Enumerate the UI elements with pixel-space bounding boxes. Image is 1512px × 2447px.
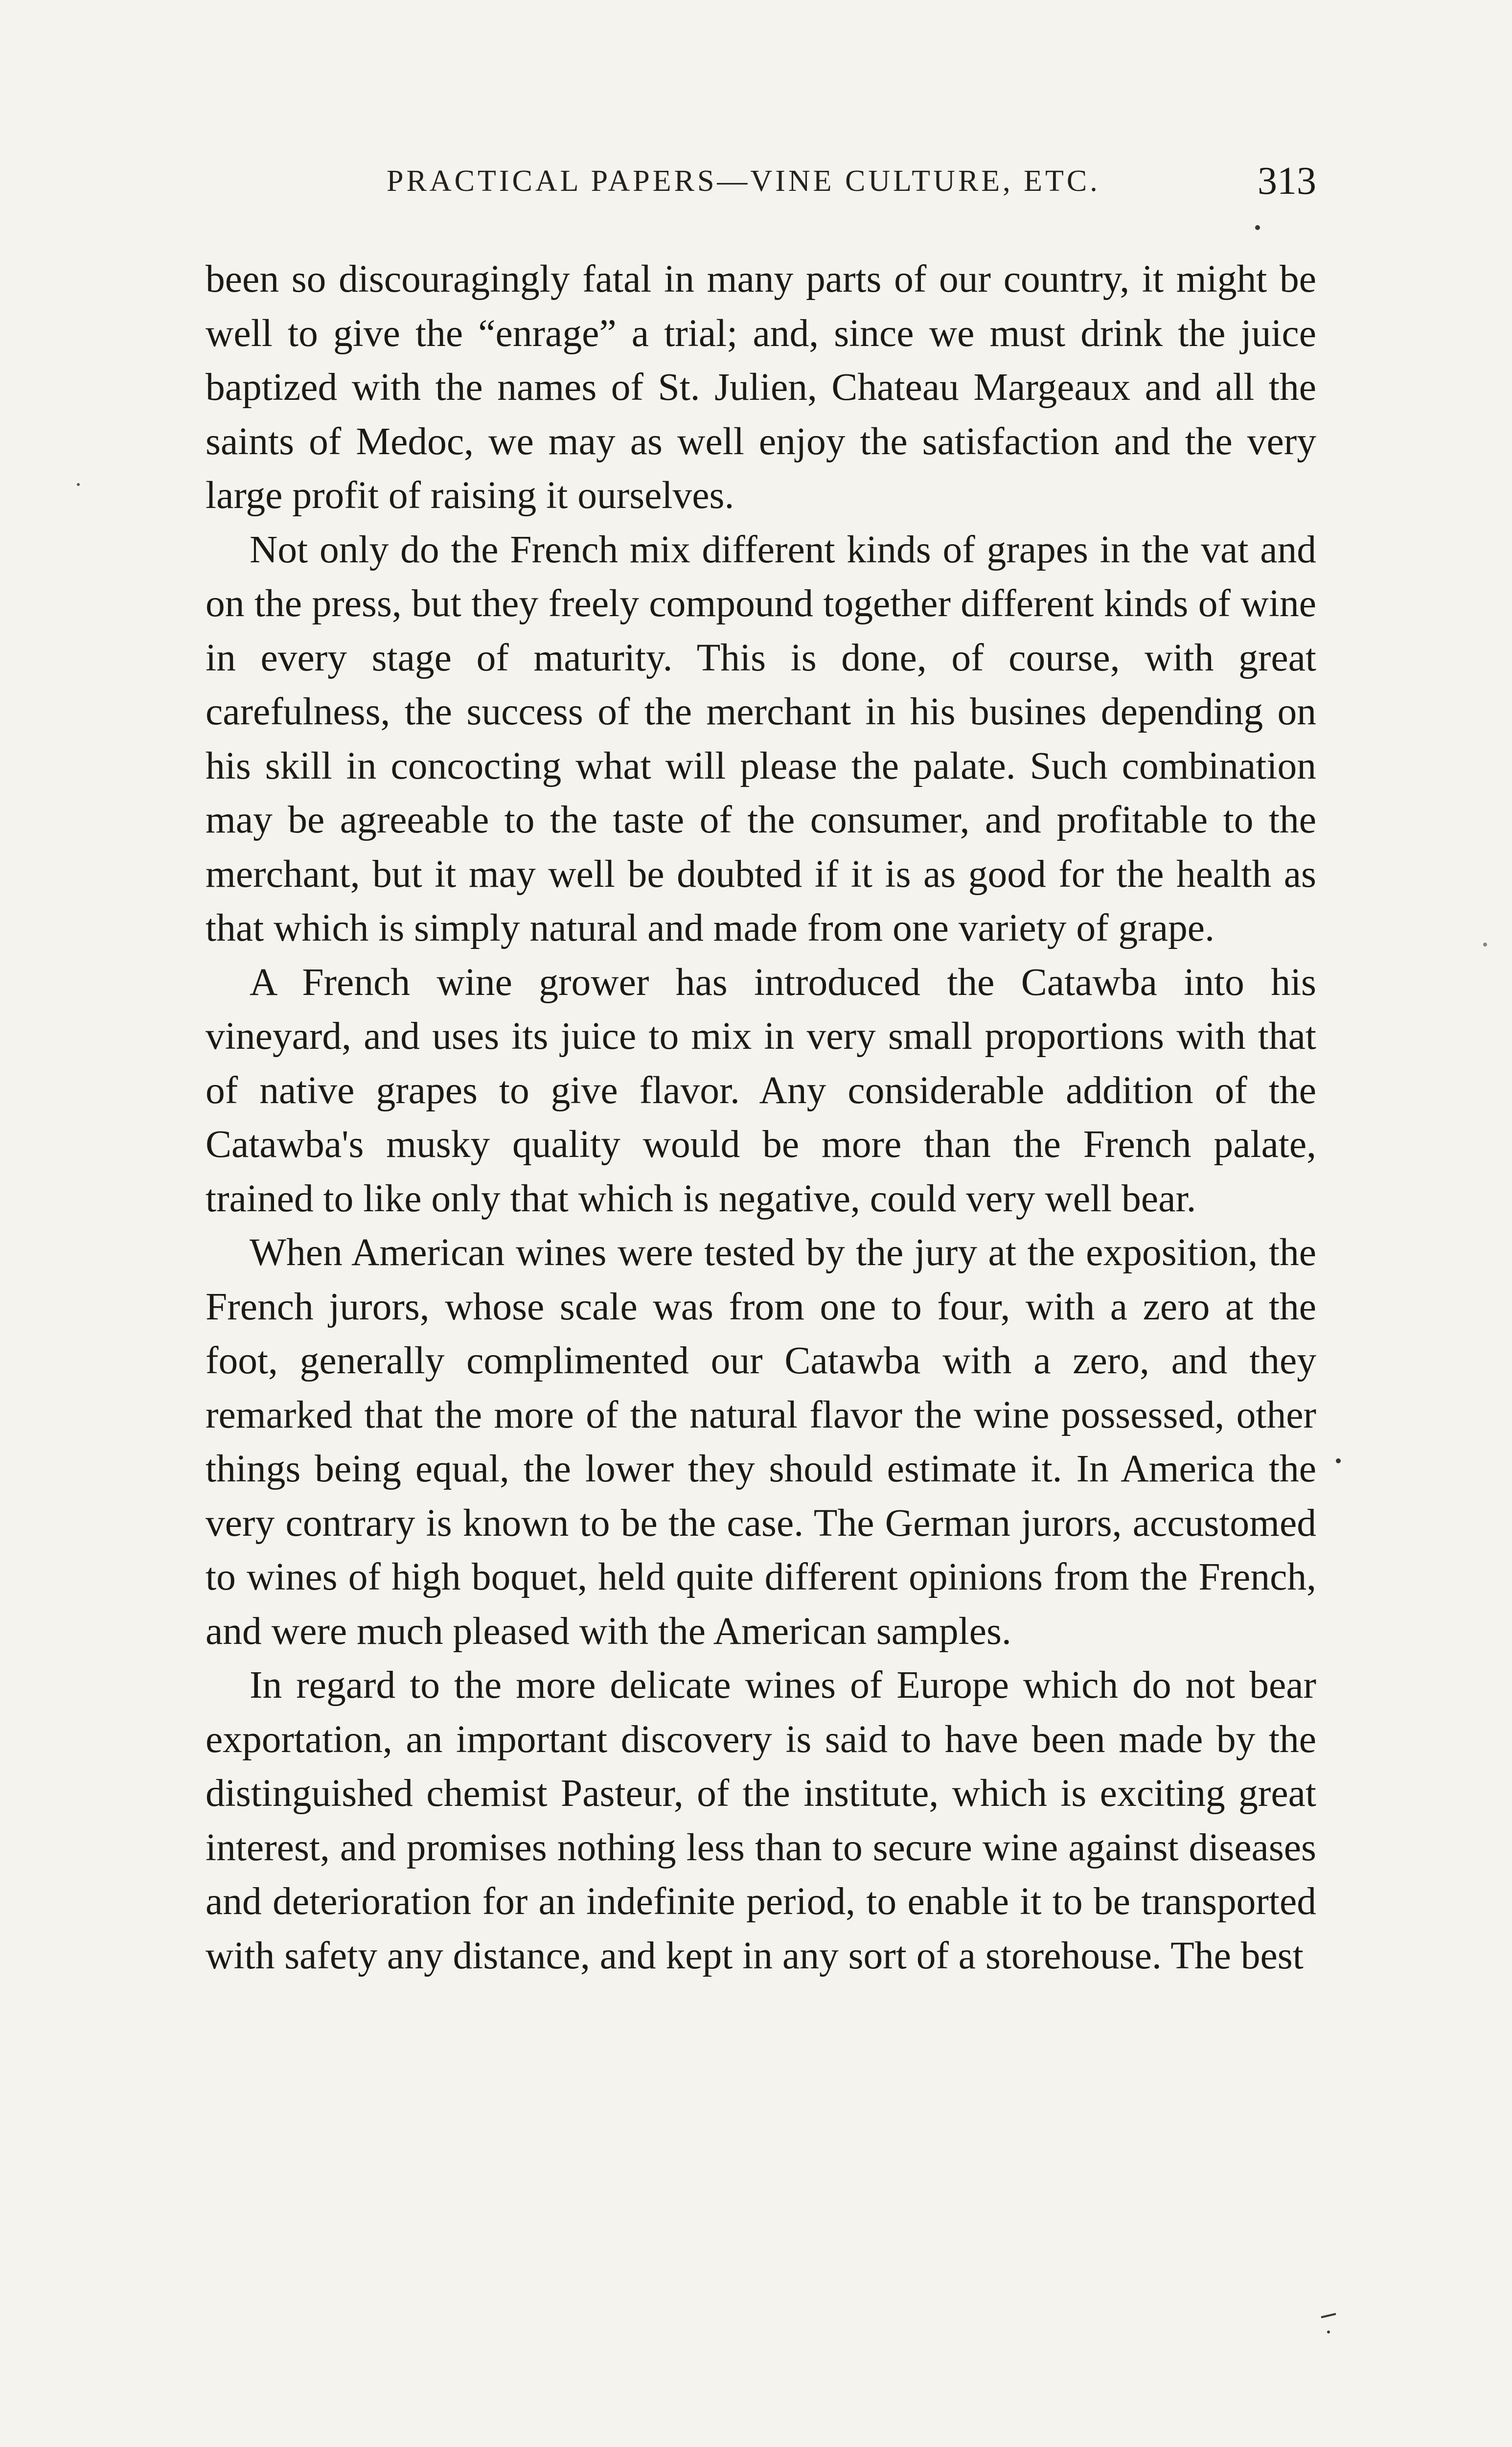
paragraph-pasteur-discovery: In regard to the more delicate wines of Europe which do not bear exportation, an important discovery is said to have been made by the distinguished chemist Pasteur, of the institute, which is exciting great interest, and promises nothing less than to secure wine against diseases and deterioration for an indefinite period, to enable it to be transported with safety any distance, and kept in any sort of a storehouse. The best bbox=[206, 1663, 1316, 1977]
paragraph-catawba-france: A French wine grower has introduced the Catawba into his vineyard, and uses its juice to mix in very small proportions with that of native grapes to give flavor. Any considerable addition of the Catawba's musky quality would be more than the French palate, trained to like only that which is negative, could very well bear. bbox=[206, 960, 1316, 1220]
speck-3 bbox=[1483, 943, 1487, 946]
speck-1 bbox=[1255, 225, 1260, 230]
paragraph-french-blending: Not only do the French mix different kinds of grapes in the vat and on the press, but they freely compound together different kinds of wine in every stage of maturity. This is done, of course, with great carefulness, the success of the merchant in his busines depending on his skill in concocting what will please the palate. Such combination may be agreeable to the taste of the consumer, and profitable to the merchant, but it may well be doubted if it is as good for the health as that which is simply natural and made from one variety of grape. bbox=[206, 528, 1316, 949]
speck-5 bbox=[1321, 2314, 1336, 2317]
running-title: PRACTICAL PAPERS—VINE CULTURE, ETC. bbox=[387, 164, 1100, 198]
speck-6 bbox=[1327, 2331, 1330, 2333]
paragraph-exposition-jury: When American wines were tested by the jury at the exposition, the French jurors, whose scale was from one to four, with a zero at the foot, generally complimented our Catawba with a zero, and they remarked that the more of the natural flavor the wine possessed, other things being equal, the lower they should estimate it. In America the very contrary is known to be the case. The German jurors, accustomed to wines of high boquet, held quite different opinions from the French, and were much pleased with the American samples. bbox=[206, 1231, 1316, 1653]
page-number: 313 bbox=[1258, 160, 1316, 203]
body-text bbox=[206, 252, 1316, 1983]
running-head bbox=[206, 154, 1316, 208]
paragraph-continued: been so discouragingly fatal in many parts of our country, it might be well to give the “enrage” a trial; and, since we must drink the juice baptized with the names of St. Julien, Chateau Margeaux and all the saints of Medoc, we may as well enjoy the satisfaction and the very large profit of raising it ourselves. bbox=[206, 257, 1316, 517]
speck-4 bbox=[1336, 1458, 1341, 1463]
speck-2 bbox=[77, 483, 80, 486]
